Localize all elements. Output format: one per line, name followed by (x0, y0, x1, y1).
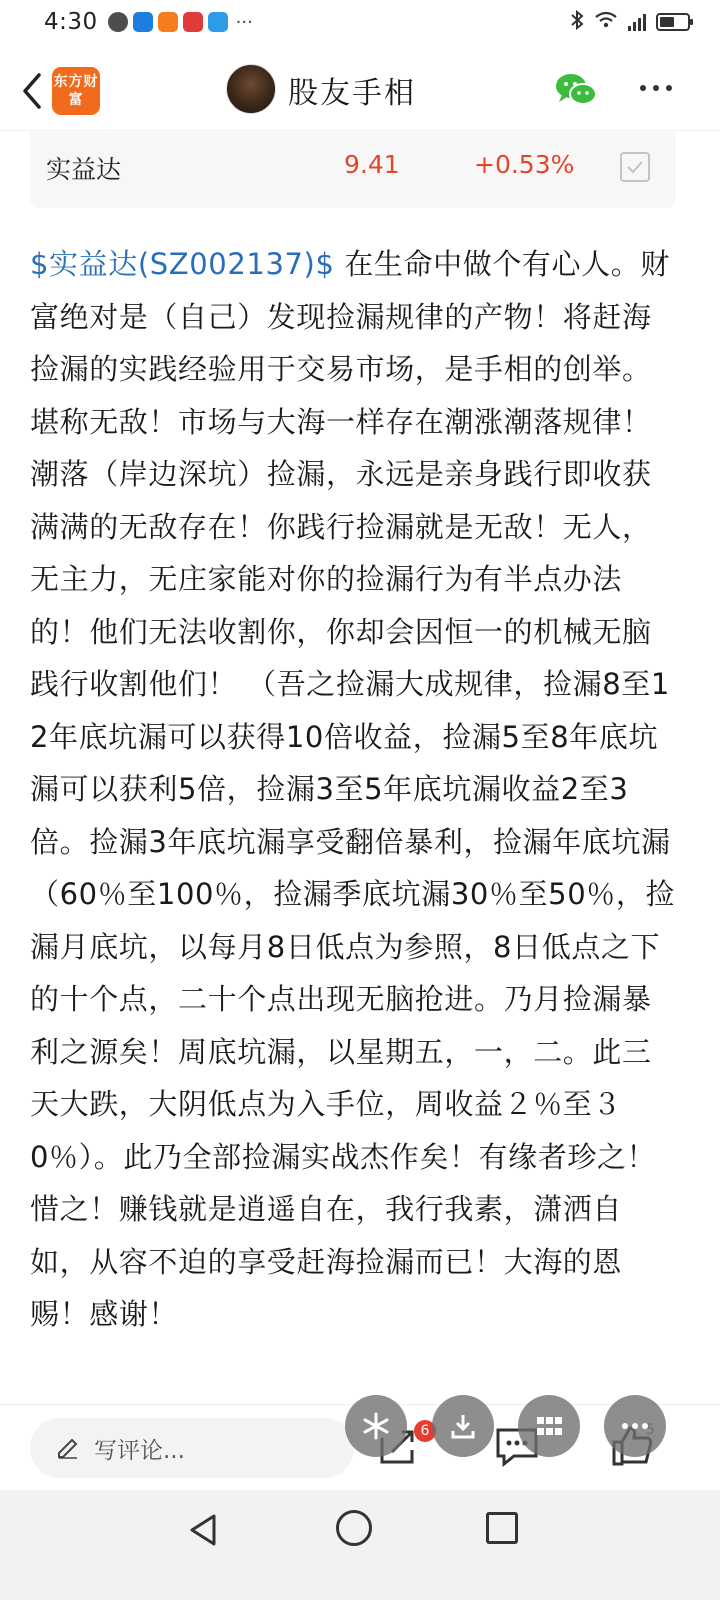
status-bar (0, 0, 720, 44)
nav-back-icon[interactable] (184, 1510, 224, 1550)
red-app-notification-icon (183, 12, 203, 32)
stock-card[interactable] (30, 132, 676, 208)
more-fab-icon[interactable] (604, 1395, 666, 1457)
message-notification-icon (108, 12, 128, 32)
app-notification-icon (133, 12, 153, 32)
more-icon[interactable] (636, 74, 676, 104)
comment-input[interactable] (30, 1418, 354, 1478)
more-notifications-icon: ··· (235, 11, 253, 33)
app-logo[interactable]: 东方财富 (52, 67, 100, 115)
grid-fab-icon[interactable] (518, 1395, 580, 1457)
wifi-icon (594, 11, 618, 34)
header-divider (0, 130, 720, 131)
post-content (30, 238, 680, 1341)
status-indicators (570, 10, 690, 35)
notification-icons (108, 12, 253, 33)
bluetooth-icon (570, 10, 584, 35)
weather-notification-icon (208, 12, 228, 32)
avatar[interactable] (226, 64, 276, 114)
back-icon[interactable] (14, 68, 50, 114)
check-icon[interactable] (620, 152, 650, 182)
post-text: 在生命中做个有心人。财富绝对是（自己）发现捡漏规律的产物！将赶海捡漏的实践经验用于交易市场，是手相的创举。堪称无敌！市场与大海一样存在潮涨潮落规律！潮落（岸边深坑）捡漏，永远是亲身践行即收获满满的无敌存在！你践行捡漏就是无敌！无人，无主力，无庄家能对你的捡漏行为有半点办法的！他们无法收割你，你却会因恒一的机械无脑践行收割他们！ （吾之捡漏大成规律，捡漏8至12年底坑漏可以获得10倍收益，捡漏5至8年底坑漏可以获利5倍，捡漏3至5年底坑漏收益2至3倍。捡漏3年底坑漏享受翻倍暴利，捡漏年底坑漏（60％至100％，捡漏季底坑漏30％至50％，捡漏月底坑，以每月8日低点为参照，8日低点之下的十个点，二十个点出现无脑抢进。乃月捡漏暴利之源矣！周底坑漏，以星期五，一，二。此三天大跌，大阴低点为入手位，周收益２％至３0％）。此乃全部捡漏实战杰作矣！有缘者珍之！惜之！赚钱就是逍遥自在，我行我素，潇洒自如，从容不迫的享受赶海捡漏而已！大海的恩赐！感谢！ (30, 247, 676, 1331)
stock-change: +0.53% (474, 150, 575, 179)
signal-icon (628, 13, 646, 31)
download-fab-icon[interactable] (432, 1395, 494, 1457)
stock-name: 实益达 (46, 155, 122, 184)
share-badge: 6 (414, 1420, 436, 1442)
nav-home-icon[interactable] (336, 1510, 372, 1546)
nav-recent-icon[interactable] (486, 1512, 518, 1544)
pencil-icon (56, 1436, 80, 1460)
app-header (0, 54, 720, 128)
battery-icon (656, 13, 690, 31)
stock-price: 9.41 (344, 150, 400, 179)
status-time: 4:30 (44, 9, 98, 35)
stock-tag-link[interactable]: $实益达(SZ002137)$ (30, 247, 335, 281)
wechat-icon[interactable] (554, 72, 598, 108)
video-notification-icon (158, 12, 178, 32)
system-nav-bar (0, 1490, 720, 1600)
asterisk-fab-icon[interactable] (345, 1395, 407, 1457)
comment-placeholder: 写评论... (94, 1437, 185, 1464)
page-title[interactable]: 股友手相 (288, 76, 416, 111)
